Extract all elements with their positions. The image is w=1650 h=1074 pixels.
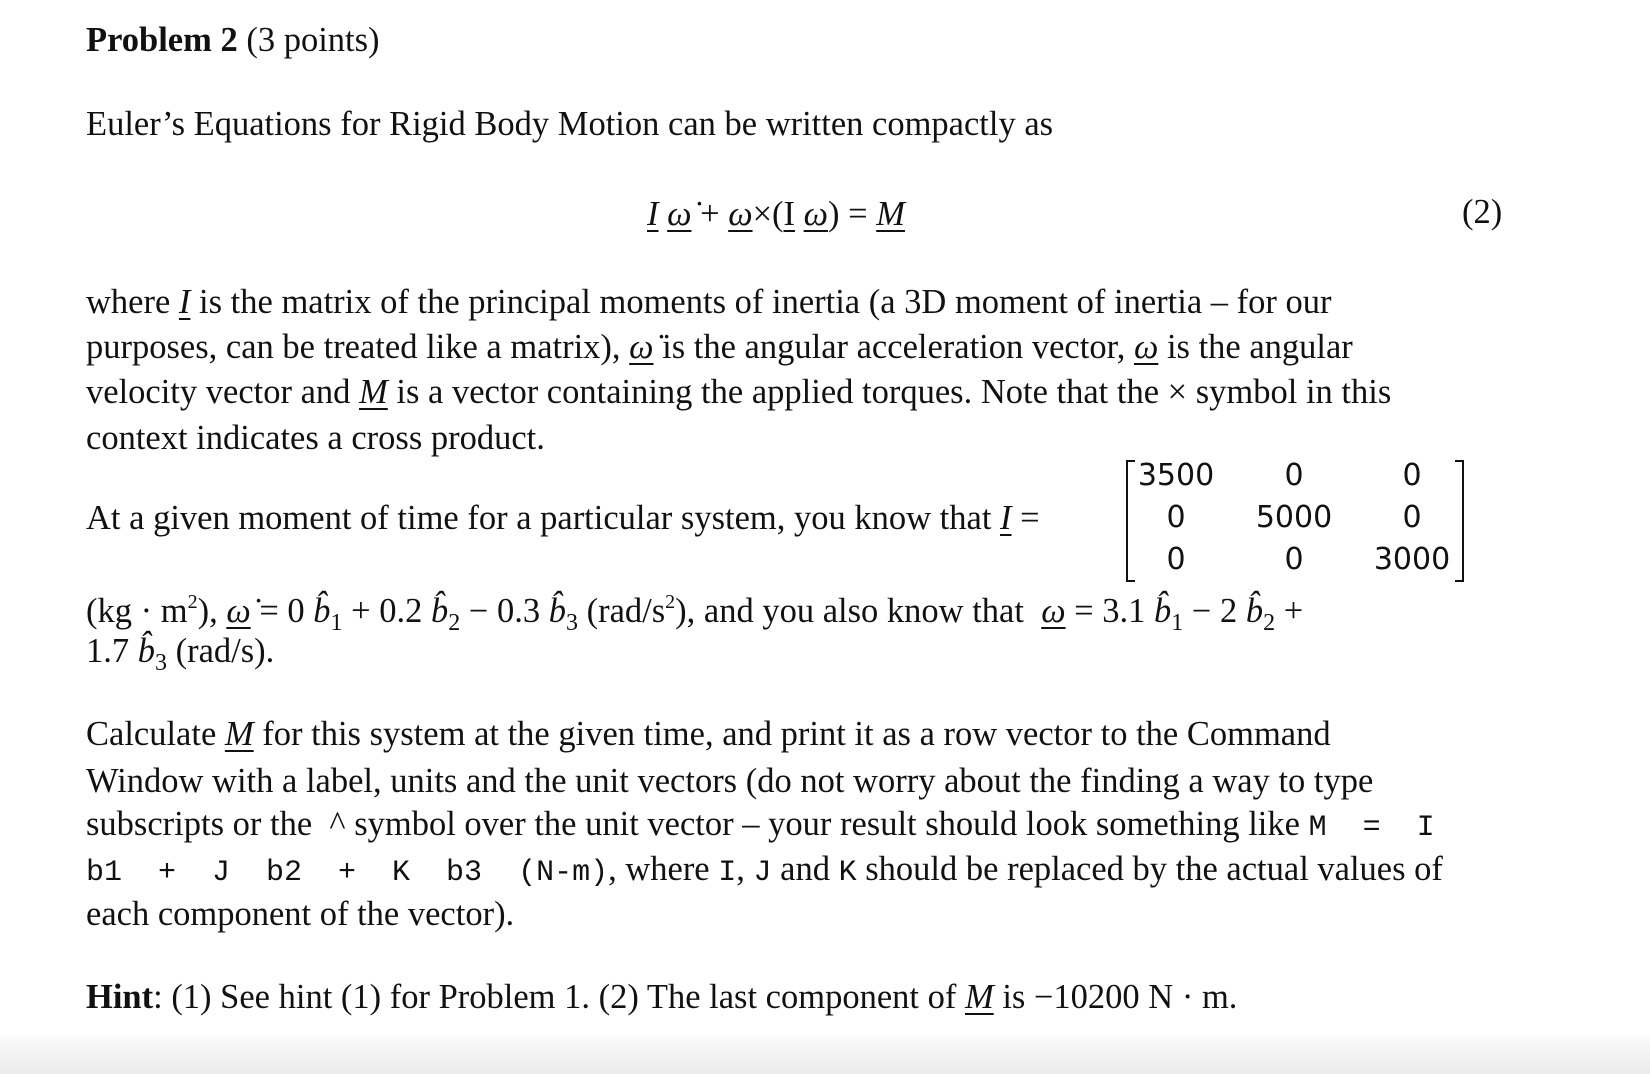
matrix-cell: 0 (1166, 500, 1186, 535)
given-omega-line-2 (86, 629, 274, 685)
task-line-4 (86, 847, 1443, 895)
task-line-1 (86, 712, 1331, 756)
code-text: J (753, 856, 772, 890)
problem-title (86, 18, 380, 62)
text-segment: = 3.1 (1065, 592, 1155, 630)
text-segment: (3 points) (237, 21, 380, 59)
matrix-cell: 0 (1284, 542, 1304, 577)
text-segment: velocity vector and (86, 373, 360, 411)
given-inertia-line (86, 496, 1040, 540)
inertia-matrix (1126, 456, 1464, 580)
hint-line (86, 975, 1237, 1019)
task-line-2 (86, 759, 1373, 803)
text-segment: context indicates a cross product. (86, 419, 545, 457)
matrix-cell: 0 (1402, 500, 1422, 535)
text-segment: b̂ (313, 592, 331, 630)
task-line-3 (86, 802, 1435, 850)
text-segment: + (1275, 592, 1304, 630)
text-segment (659, 195, 668, 233)
matrix-cell: 0 (1402, 458, 1422, 493)
text-segment: ), (197, 592, 227, 630)
math-symbol: 2 (448, 610, 461, 636)
code-text: b1 + J b2 + K b3 (N-m) (86, 856, 609, 890)
math-symbol: 3 (155, 650, 167, 676)
code-text: K (838, 856, 857, 890)
where-line-3 (86, 370, 1391, 414)
math-symbol: ω̇ (629, 328, 654, 366)
code-text: M = I (1308, 811, 1435, 845)
math-symbol: 3 (565, 610, 578, 636)
math-symbol: I (647, 195, 659, 233)
text-segment: , where (608, 850, 719, 888)
text-segment: for this system at the given time, and print it as a row vector to the Command (253, 715, 1331, 753)
math-symbol: ω̇ (226, 592, 251, 630)
task-line-5 (86, 892, 514, 936)
where-line-4 (86, 416, 545, 460)
text-segment: (rad/s). (167, 632, 275, 670)
euler-equation (647, 192, 905, 236)
text-segment: is −10200 N · m. (993, 978, 1238, 1016)
math-symbol: 2 (1263, 610, 1276, 636)
text-segment: + (691, 195, 729, 233)
where-line-1 (86, 280, 1331, 324)
math-symbol: I (178, 283, 191, 321)
text-segment (795, 195, 804, 233)
math-symbol: 1 (1171, 610, 1184, 636)
math-symbol: M (359, 373, 388, 411)
text-segment: = (1011, 499, 1040, 537)
text-segment: is a vector containing the applied torques. Note that the × symbol in this (387, 373, 1392, 411)
text-segment: − 0.3 (460, 592, 549, 630)
text-segment: is the matrix of the principal moments of inertia (a 3D moment of inertia – for our (190, 283, 1332, 321)
math-symbol: ω̇ (667, 195, 692, 233)
where-line-2 (86, 325, 1353, 369)
text-segment: 1.7 (86, 632, 138, 670)
equation-number: (2) (1462, 193, 1503, 231)
math-symbol: I (1000, 499, 1012, 537)
text-segment: and (771, 850, 839, 888)
text-segment: : (1) See hint (1) for Problem 1. (2) The last component of (153, 978, 965, 1016)
text-segment: Problem 2 (86, 21, 238, 59)
text-segment: Calculate (86, 715, 225, 753)
math-symbol: M (964, 978, 994, 1016)
math-symbol: M (224, 715, 254, 753)
text-segment: is the angular acceleration vector, (653, 328, 1134, 366)
math-symbol: I (783, 195, 796, 233)
math-symbol: 1 (330, 610, 343, 636)
matrix-cell: 5000 (1255, 500, 1333, 535)
text-segment: b̂ (137, 632, 155, 670)
math-symbol: ω (728, 195, 753, 233)
text-segment: where (86, 283, 179, 321)
text-segment: b̂ (1245, 592, 1264, 630)
matrix-cell: 3000 (1373, 542, 1451, 577)
text-segment: Hint (86, 978, 154, 1016)
text-segment: is the angular (1158, 328, 1353, 366)
text-segment: At a given moment of time for a particular system, you know that (86, 499, 1001, 537)
math-symbol: 2 (665, 591, 676, 613)
text-segment: subscripts or the ^ symbol over the unit vector – your result should look something like (86, 805, 1309, 843)
text-segment: (kg · m (86, 592, 188, 630)
text-segment: − 2 (1183, 592, 1246, 630)
matrix-cell: 0 (1166, 542, 1186, 577)
text-segment: ), and you also know that (675, 592, 1042, 630)
text-segment: each component of the vector). (86, 895, 515, 933)
code-text: I (718, 856, 737, 890)
text-segment: ) = (828, 195, 877, 233)
text-segment: purposes, can be treated like a matrix), (86, 328, 630, 366)
text-segment: Window with a label, units and the unit vectors (do not worry about the finding a way to type (86, 762, 1374, 800)
text-segment: b̂ (548, 592, 566, 630)
matrix-cell: 0 (1284, 458, 1304, 493)
text-segment: should be replaced by the actual values of (856, 850, 1443, 888)
text-segment: b̂ (1154, 592, 1172, 630)
intro-text (86, 102, 1053, 146)
math-symbol: 2 (187, 591, 198, 613)
math-symbol: ω (803, 195, 828, 233)
text-segment: , (736, 850, 754, 888)
text-segment: + 0.2 (342, 592, 431, 630)
text-segment: ×( (752, 195, 784, 233)
text-segment: b̂ (431, 592, 449, 630)
text-segment: = 0 (250, 592, 314, 630)
matrix-cell: 3500 (1137, 458, 1215, 493)
math-symbol: ω (1133, 328, 1159, 366)
math-symbol: ω (1041, 592, 1066, 630)
math-symbol: M (876, 195, 905, 233)
text-segment: Euler’s Equations for Rigid Body Motion can be written compactly as (86, 105, 1054, 143)
text-segment: (rad/s (577, 592, 666, 630)
bottom-band (0, 1036, 1650, 1074)
